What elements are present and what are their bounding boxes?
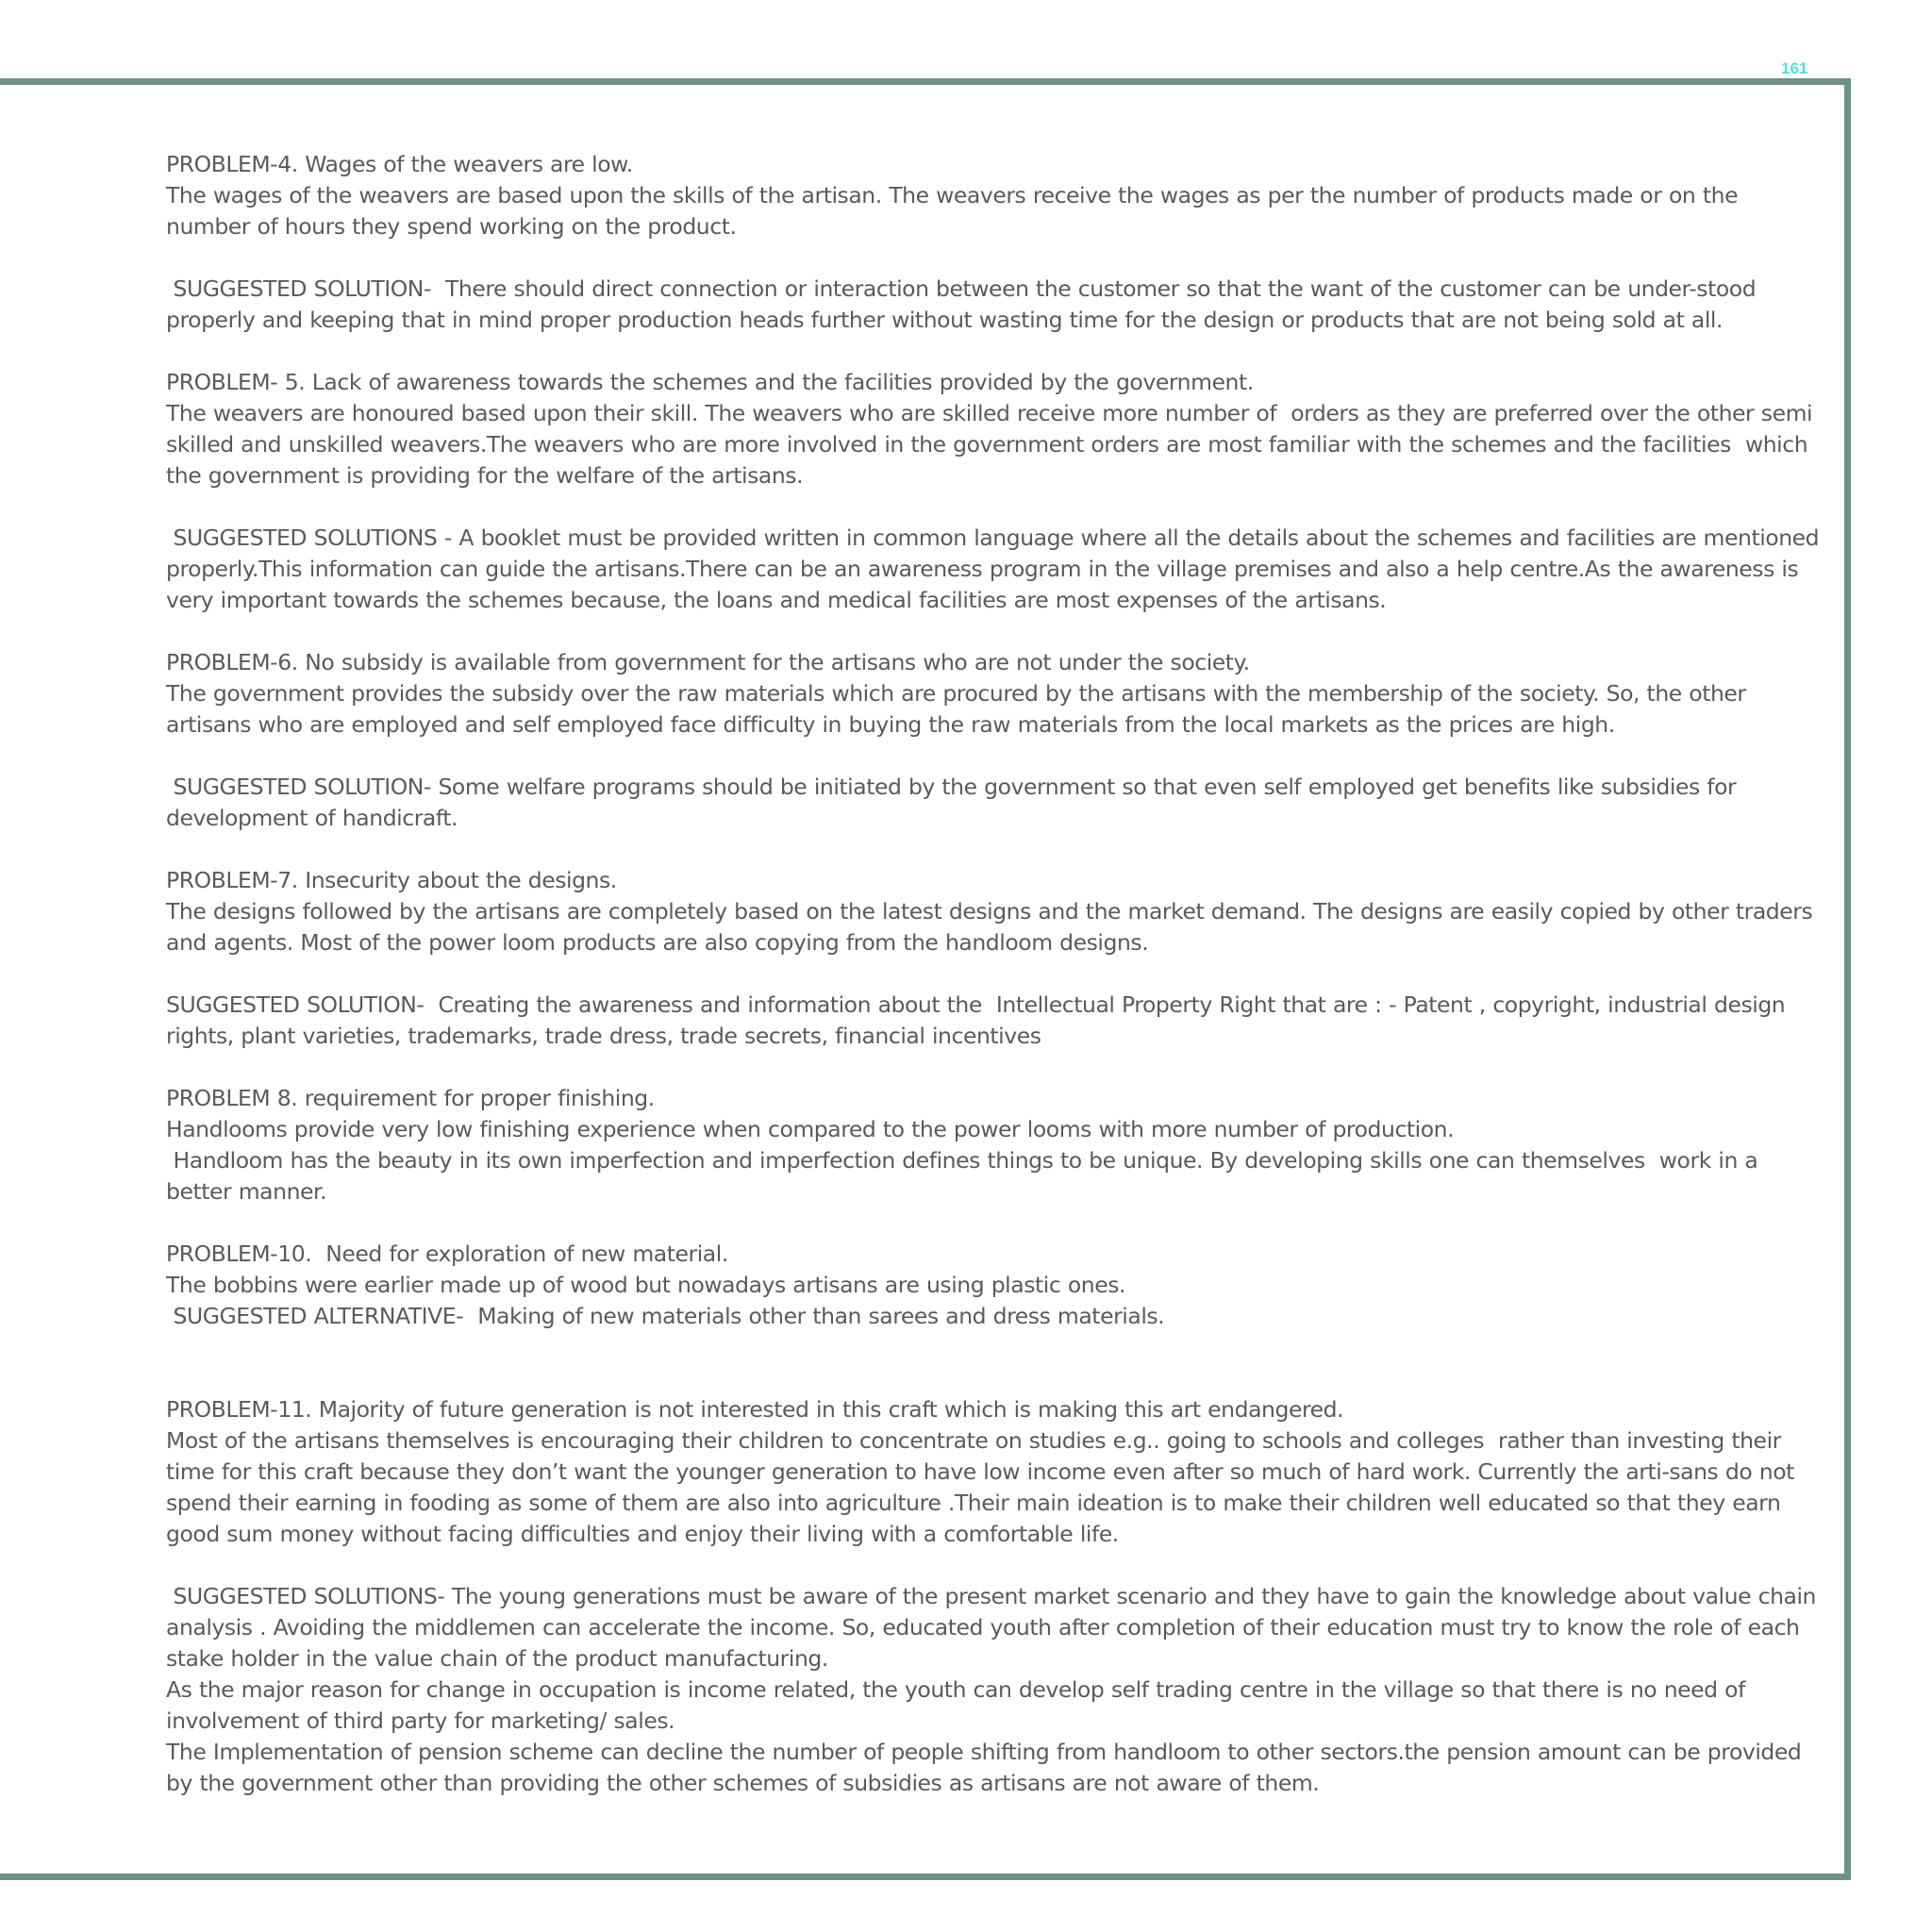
problem-5-heading: PROBLEM- 5. Lack of awareness towards the schemes and the facilities provided by the government. [166,369,1254,395]
problem-6-solution: SUGGESTED SOLUTION- Some welfare programs should be initiated by the government so that even self employed get benefits like subsidies for development of handicraft. [166,774,1743,831]
problem-6-description: The government provides the subsidy over the raw materials which are procured by the artisans with the membership of the society. So, the other artisans who are employed and self employed face difficulty in buying the raw materials from the local markets as the prices are high. [166,680,1754,738]
problem-6-heading: PROBLEM-6. No subsidy is available from government for the artisans who are not under the society. [166,649,1250,675]
problem-10-heading: PROBLEM-10. Need for exploration of new material. [166,1241,728,1267]
problem-5-description: The weavers are honoured based upon their skill. The weavers who are skilled receive more number of orders as they are preferred over the other semi skilled and unskilled weavers.The weavers who are more involved in the government orders are most familiar with the schemes and the facilities which the government is providing for the welfare of the artisans. [166,400,1820,489]
problem-4-solution: SUGGESTED SOLUTION- There should direct connection or interaction between the customer so that the want of the customer can be under-stood properly and keeping that in mind proper production heads further without wasting time for the design or products that are not being sold at all. [166,275,1763,333]
problem-10-description: The bobbins were earlier made up of wood but nowadays artisans are using plastic ones. [166,1272,1126,1298]
problem-8-heading: PROBLEM 8. requirement for proper finishing. [166,1085,655,1111]
problem-4-heading: PROBLEM-4. Wages of the weavers are low. [166,151,633,177]
document-body [166,149,1826,1799]
problem-4-description: The wages of the weavers are based upon the skills of the artisan. The weavers receive the wages as per the number of products made or on the number of hours they spend working on the product. [166,182,1745,240]
problem-7-heading: PROBLEM-7. Insecurity about the designs. [166,867,617,893]
problem-8-description: Handlooms provide very low finishing experience when compared to the power looms with more number of production. [166,1116,1455,1142]
problem-11-solution-occupation: As the major reason for change in occupation is income related, the youth can develop self trading centre in the village so that there is no need of involvement of third party for marketing/ sales. [166,1676,1753,1734]
problem-7-description: The designs followed by the artisans are completely based on the latest designs and the market demand. The designs are easily copied by other traders and agents. Most of the power loom products are also copying from the handloom designs. [166,898,1820,956]
problem-11-solution-pension: The Implementation of pension scheme can decline the number of people shifting from handloom to other sectors.the pension amount can be provided by the government other than providing the other schemes of subsidies as artisans are not aware of them. [166,1739,1808,1796]
problem-11-heading: PROBLEM-11. Majority of future generation is not interested in this craft which is making this art endangered. [166,1396,1344,1423]
problem-8-solution: Handloom has the beauty in its own imperfection and imperfection defines things to be unique. By developing skills one can themselves work in a better manner. [166,1147,1765,1205]
problem-11-solution: SUGGESTED SOLUTIONS- The young generations must be aware of the present market scenario and they have to gain the knowledge about value chain analysis . Avoiding the middlemen can accelerate the income. So, educated youth after completion of their education must try to know the role of each stake holder in the value chain of the product manufacturing. [166,1583,1824,1672]
problem-10-alternative: SUGGESTED ALTERNATIVE- Making of new materials other than sarees and dress materials. [166,1303,1165,1329]
problem-7-solution: SUGGESTED SOLUTION- Creating the awareness and information about the Intellectual Property Right that are : - Patent , copyright, industrial design rights, plant varieties, trademarks, trade dress, trade secrets, financial incentives [166,991,1792,1049]
page-number: 161 [1781,59,1808,77]
problem-11-description: Most of the artisans themselves is encouraging their children to concentrate on studies e.g.. going to schools and colleges rather than investing their time for this craft because they don’t want the younger generation to have low income even after so much of hard work. Currently the arti-sans do not spend their earning in fooding as some of them are also into agriculture .Their main ideation is to make their children well educated so that they earn good sum money without facing difficulties and enjoy their living with a comfortable life. [166,1427,1802,1547]
problem-5-solution: SUGGESTED SOLUTIONS - A booklet must be provided written in common language where all the details about the schemes and facilities are mentioned properly.This information can guide the artisans.There can be an awareness program in the village premises and also a help centre.As the awareness is very important towards the schemes because, the loans and medical facilities are most expenses of the artisans. [166,525,1826,613]
